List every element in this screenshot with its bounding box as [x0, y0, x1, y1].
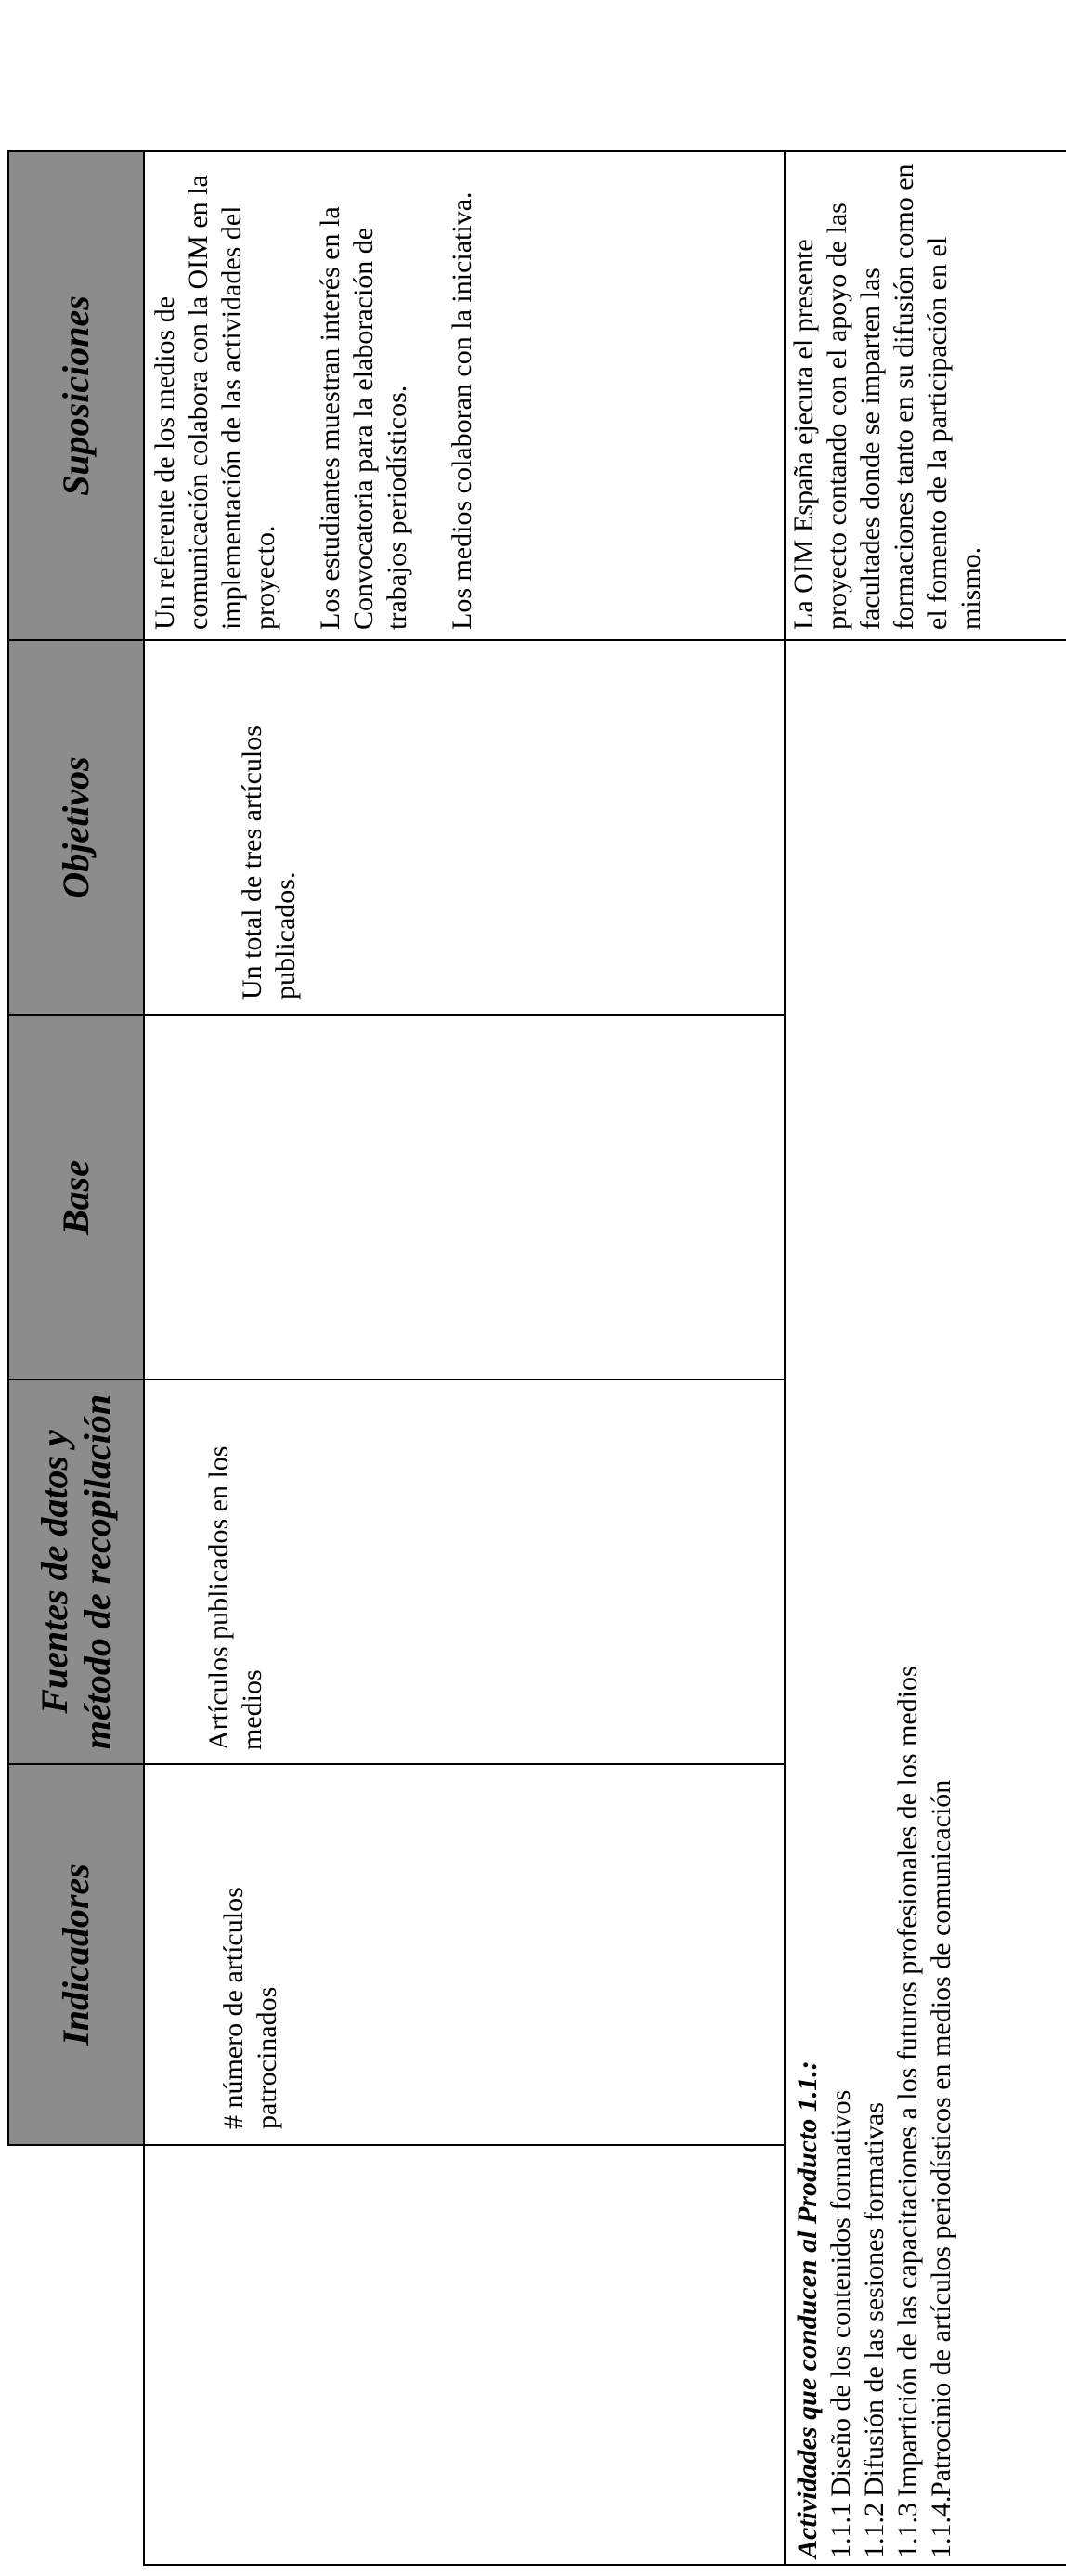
- objective-text: Un total de tres artículos publicados.: [237, 726, 301, 1000]
- activity-number: 1.1.2: [859, 2503, 890, 2558]
- assumption-1: Un referente de los medios de comunicación colabora con la OIM en la implementación de las actividades del proyecto.: [150, 175, 280, 630]
- source-text: Artículos publicados en los medios: [203, 1445, 267, 1750]
- activity-item: [858, 648, 891, 2558]
- activity-text: Patrocinio de artículos periodísticos en medios de comunicación: [926, 1779, 956, 2497]
- header-fuentes: Fuentes de datos y método de recopilación: [8, 1380, 144, 1764]
- activity-text: Impartición de las capacitaciones a los futuros profesionales de los medios: [892, 1666, 923, 2497]
- base-text: [145, 1016, 152, 1379]
- header-base: Base: [8, 1015, 144, 1380]
- header-suposiciones: Suposiciones: [8, 151, 144, 640]
- activities-title: Actividades que conducen al Producto 1.1.:: [792, 2060, 823, 2558]
- activity-item: [891, 648, 925, 2558]
- row-blank-cell: [144, 2145, 785, 2565]
- assumptions-cell: [144, 151, 785, 640]
- activities-assumption-cell: [785, 151, 1066, 640]
- assumption-2: Los estudiantes muestran interés en la Convocatoria para la elaboración de trabajos periodísticos.: [315, 206, 412, 630]
- activity-number: 1.1.4.: [926, 2495, 956, 2558]
- activity-item: [825, 648, 858, 2558]
- source-cell: [144, 1380, 785, 1764]
- header-objetivos: Objetivos: [8, 640, 144, 1015]
- activity-number: 1.1.1: [826, 2503, 856, 2558]
- activity-text: Difusión de las sesiones formativas: [859, 2102, 890, 2497]
- objective-cell: [144, 640, 785, 1015]
- logical-framework-table: [7, 150, 1066, 2566]
- header-row: [8, 151, 144, 2565]
- activities-cell: [785, 640, 1066, 2565]
- activity-number: 1.1.3: [892, 2503, 923, 2558]
- indicator-cell: [144, 1764, 785, 2145]
- indicator-text: # número de artículos patrocinados: [218, 1887, 282, 2129]
- indicator-row: [144, 151, 785, 2565]
- assumption-3: Los medios colaboran con la iniciativa.: [447, 191, 477, 630]
- header-blank-cell: [8, 2145, 144, 2565]
- base-cell: [144, 1015, 785, 1380]
- activity-item: [925, 648, 958, 2558]
- activities-row: [785, 151, 1066, 2565]
- activity-text: Diseño de los contenidos formativos: [826, 2089, 856, 2497]
- activities-list: [825, 648, 958, 2558]
- header-indicadores: Indicadores: [8, 1764, 144, 2145]
- activities-assumption-text: La OIM España ejecuta el presente proyecto contando con el apoyo de las facultades donde se imparten las formaciones tanto en su difusión como en el fomento de la participación en el mismo.: [788, 163, 986, 630]
